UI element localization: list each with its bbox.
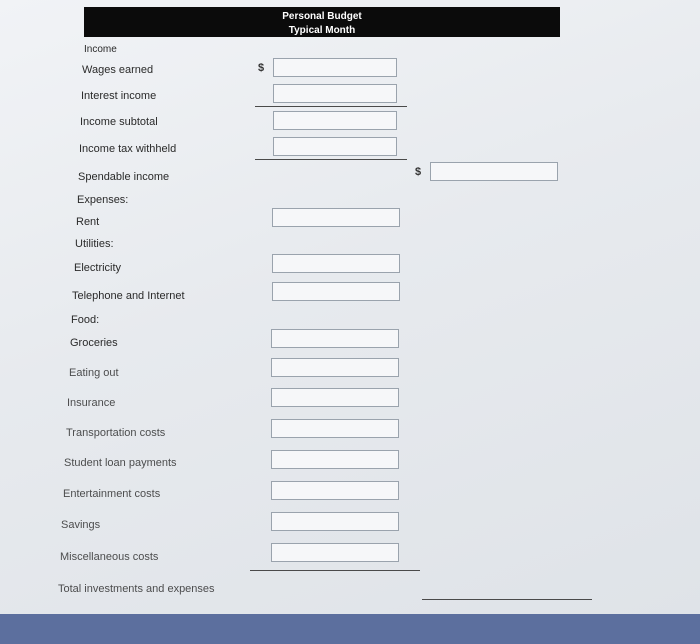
label-income-tax-withheld: Income tax withheld xyxy=(79,143,177,155)
label-rent: Rent xyxy=(76,216,100,228)
budget-title: Personal Budget xyxy=(282,11,362,22)
label-income-subtotal: Income subtotal xyxy=(80,116,158,128)
income-tax-withheld-input[interactable] xyxy=(273,137,397,156)
expenses-total-rule xyxy=(250,570,420,571)
insurance-input[interactable] xyxy=(271,388,399,407)
currency-symbol: $ xyxy=(415,166,422,178)
subtotal-rule xyxy=(255,106,407,107)
label-student-loan-payments: Student loan payments xyxy=(64,457,177,469)
interest-income-input[interactable] xyxy=(273,84,397,103)
student-loan-payments-input[interactable] xyxy=(271,450,399,469)
label-savings: Savings xyxy=(61,519,101,531)
budget-header xyxy=(84,7,560,37)
label-transportation-costs: Transportation costs xyxy=(66,427,166,439)
label-entertainment-costs: Entertainment costs xyxy=(63,488,161,500)
label-interest-income: Interest income xyxy=(81,90,157,102)
eating-out-input[interactable] xyxy=(271,358,399,377)
screen-bezel xyxy=(0,614,700,644)
label-electricity: Electricity xyxy=(74,262,122,274)
budget-subtitle: Typical Month xyxy=(288,25,356,36)
income-subtotal-input[interactable] xyxy=(273,111,397,130)
telephone-internet-input[interactable] xyxy=(272,282,400,301)
miscellaneous-costs-input[interactable] xyxy=(271,543,399,562)
food-heading: Food: xyxy=(71,314,100,326)
label-spendable-income: Spendable income xyxy=(78,171,170,183)
utilities-heading: Utilities: xyxy=(75,238,114,250)
transportation-costs-input[interactable] xyxy=(271,419,399,438)
spendable-income-input[interactable] xyxy=(430,162,558,181)
rent-input[interactable] xyxy=(272,208,400,227)
label-telephone-internet: Telephone and Internet xyxy=(72,290,185,302)
label-wages-earned: Wages earned xyxy=(82,64,154,76)
electricity-input[interactable] xyxy=(272,254,400,273)
label-total-investments-expenses: Total investments and expenses xyxy=(58,583,215,595)
grand-total-rule xyxy=(422,599,592,600)
savings-input[interactable] xyxy=(271,512,399,531)
entertainment-costs-input[interactable] xyxy=(271,481,399,500)
label-insurance: Insurance xyxy=(67,397,116,409)
label-eating-out: Eating out xyxy=(69,367,119,379)
income-heading: Income xyxy=(84,44,117,55)
tax-rule xyxy=(255,159,407,160)
expenses-heading: Expenses: xyxy=(77,194,129,206)
label-groceries: Groceries xyxy=(70,337,118,349)
label-miscellaneous-costs: Miscellaneous costs xyxy=(60,551,159,563)
groceries-input[interactable] xyxy=(271,329,399,348)
wages-earned-input[interactable] xyxy=(273,58,397,77)
currency-symbol: $ xyxy=(258,62,265,74)
